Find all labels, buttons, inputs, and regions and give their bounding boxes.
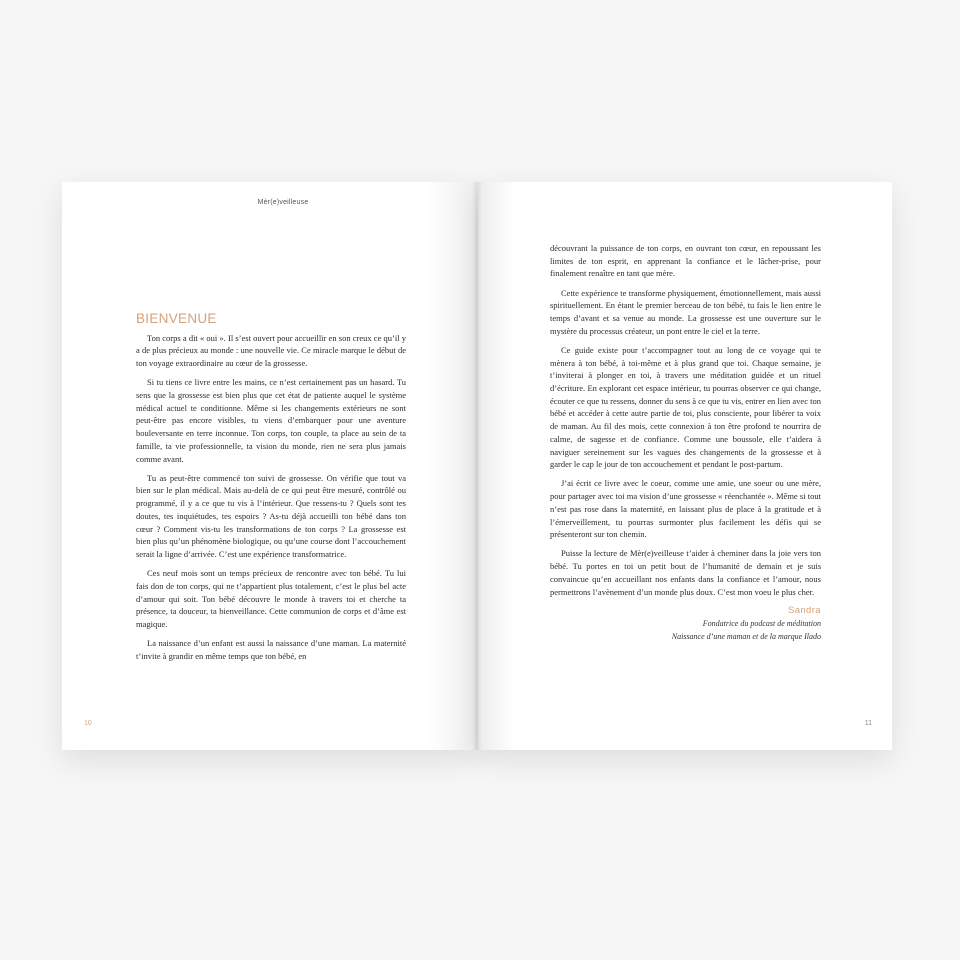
right-text-block (550, 242, 821, 643)
chapter-heading: BIENVENUE (136, 311, 217, 326)
right-page (478, 182, 892, 750)
paragraph: Tu as peut-être commencé ton suivi de grossesse. On vérifie que tout va bien sur le plan médical. Mais au-delà de ce qui peut être mesuré, contrôlé ou programmé, il y a ce que tu vis à l’intérieur. Que ressens-tu ? Quels sont tes doutes, tes inquiétudes, tes espoirs ? As-tu déjà accueilli ton bébé dans ton cœur ? Comment vis-tu les transformations de ton corps ? La grossesse est bien plus qu’un phénomène biologique, ou qu’une course dont l’accouchement serait la ligne d’arrivée. C’est une expérience transformatrice. (136, 472, 406, 559)
paragraph: Ces neuf mois sont un temps précieux de rencontre avec ton bébé. Tu lui fais don de ton corps, qui ne t’appartient plus totalement, c’est le plus bel acte d’amour qui soit. Ton bébé découvre le monde à travers toi et cherche ta présence, ta douceur, ta bienveillance. Cette communion de corps et d’âme est magique. (136, 568, 406, 629)
paragraph: découvrant la puissance de ton corps, en ouvrant ton cœur, en repoussant les limites de ton esprit, en apprenant la confiance et le lâcher-prise, pour finalement renaître en tant que mère. (550, 243, 821, 279)
signature-title: Fondatrice du podcast de méditation (702, 619, 821, 629)
paragraph: Puisse la lecture de Mèr(e)veilleuse t’aider à cheminer dans la joie vers ton bébé. Tu portes en toi un petit bout de l’humanité de demain et je suis convaincue qu’en accueillant nos enfants dans la confiance et l’amour, nous permettrons l’avènement d’un monde plus doux. C’est mon voeu le plus cher. (550, 548, 821, 597)
left-page (62, 182, 476, 750)
paragraph: Ton corps a dit « oui ». Il s’est ouvert pour accueillir en son creux ce qu’il y a de plus précieux au monde : une nouvelle vie. Ce miracle marque le début de ton voyage extraordinaire au cœur de la grossesse. (136, 332, 406, 369)
left-text-block (136, 313, 406, 669)
page-number-right: 11 (864, 720, 872, 727)
signature (550, 605, 821, 644)
paragraph: Si tu tiens ce livre entre les mains, ce n’est certainement pas un hasard. Tu sens que la grossesse est bien plus que cet état de patiente auquel le système médical actuel te conditionne. Même si les changements extérieurs ne sont peut-être pas encore visibles, tu viens d’embarquer pour une aventure bouleversante en terre inconnue. Ton corps, ton couple, ta place au sein de ta famille, ta vie professionnelle, ta vision du monde, rien ne sera plus jamais comme avant. (136, 377, 406, 464)
paragraph: Cette expérience te transforme physiquement, émotionnellement, mais aussi spirituellement. En étant le premier berceau de ton bébé, tu fais le lien entre le temps d’avant et sa venue au monde. La grossesse est une ouverture sur le mystère du processus créateur, un pont entre le ciel et la terre. (550, 287, 821, 336)
paragraph: La naissance d’un enfant est aussi la naissance d’une maman. La maternité t’invite à grandir en même temps que ton bébé, en (136, 638, 406, 661)
page-number-left: 10 (84, 720, 92, 727)
running-head: Mèr(e)veilleuse (257, 199, 309, 206)
paragraph: Ce guide existe pour t’accompagner tout au long de ce voyage qui te mènera à ton bébé, à toi-même et à plus grand que toi. Chaque semaine, je t’inviterai à plonger en toi, à travers une méditation guidée et un rituel d’écriture. En explorant cet espace intérieur, tu pourras observer ce qui change, écouter ce que tu ressens, donner du sens à ce que tu vis, entrer en lien avec ton bébé et accéder à cette autre partie de toi, plus consciente, pour libérer ta voix de maman. Au fil des mois, cette connexion à ton être profond te nourrira de calme, de sagesse et de confiance. Comme une boussole, elle t’aidera à naviguer sereinement sur les vagues des changements de la grossesse et à garder le cap le jour de ton accouchement et pendant le post-partum. (550, 344, 821, 470)
paragraph: J’ai écrit ce livre avec le coeur, comme une amie, une soeur ou une mère, pour partager avec toi ma vision d’une grossesse « réenchantée ». Même si tout n’est pas rose dans la maternité, en laissant plus de place à la gratitude et à l’émerveillement, tu pourras surmonter plus facilement les défis qui se présenteront sur ton chemin. (550, 478, 821, 540)
signature-subtitle: Naissance d’une maman et de la marque Ilado (671, 631, 821, 641)
signature-name: Sandra (787, 604, 821, 616)
